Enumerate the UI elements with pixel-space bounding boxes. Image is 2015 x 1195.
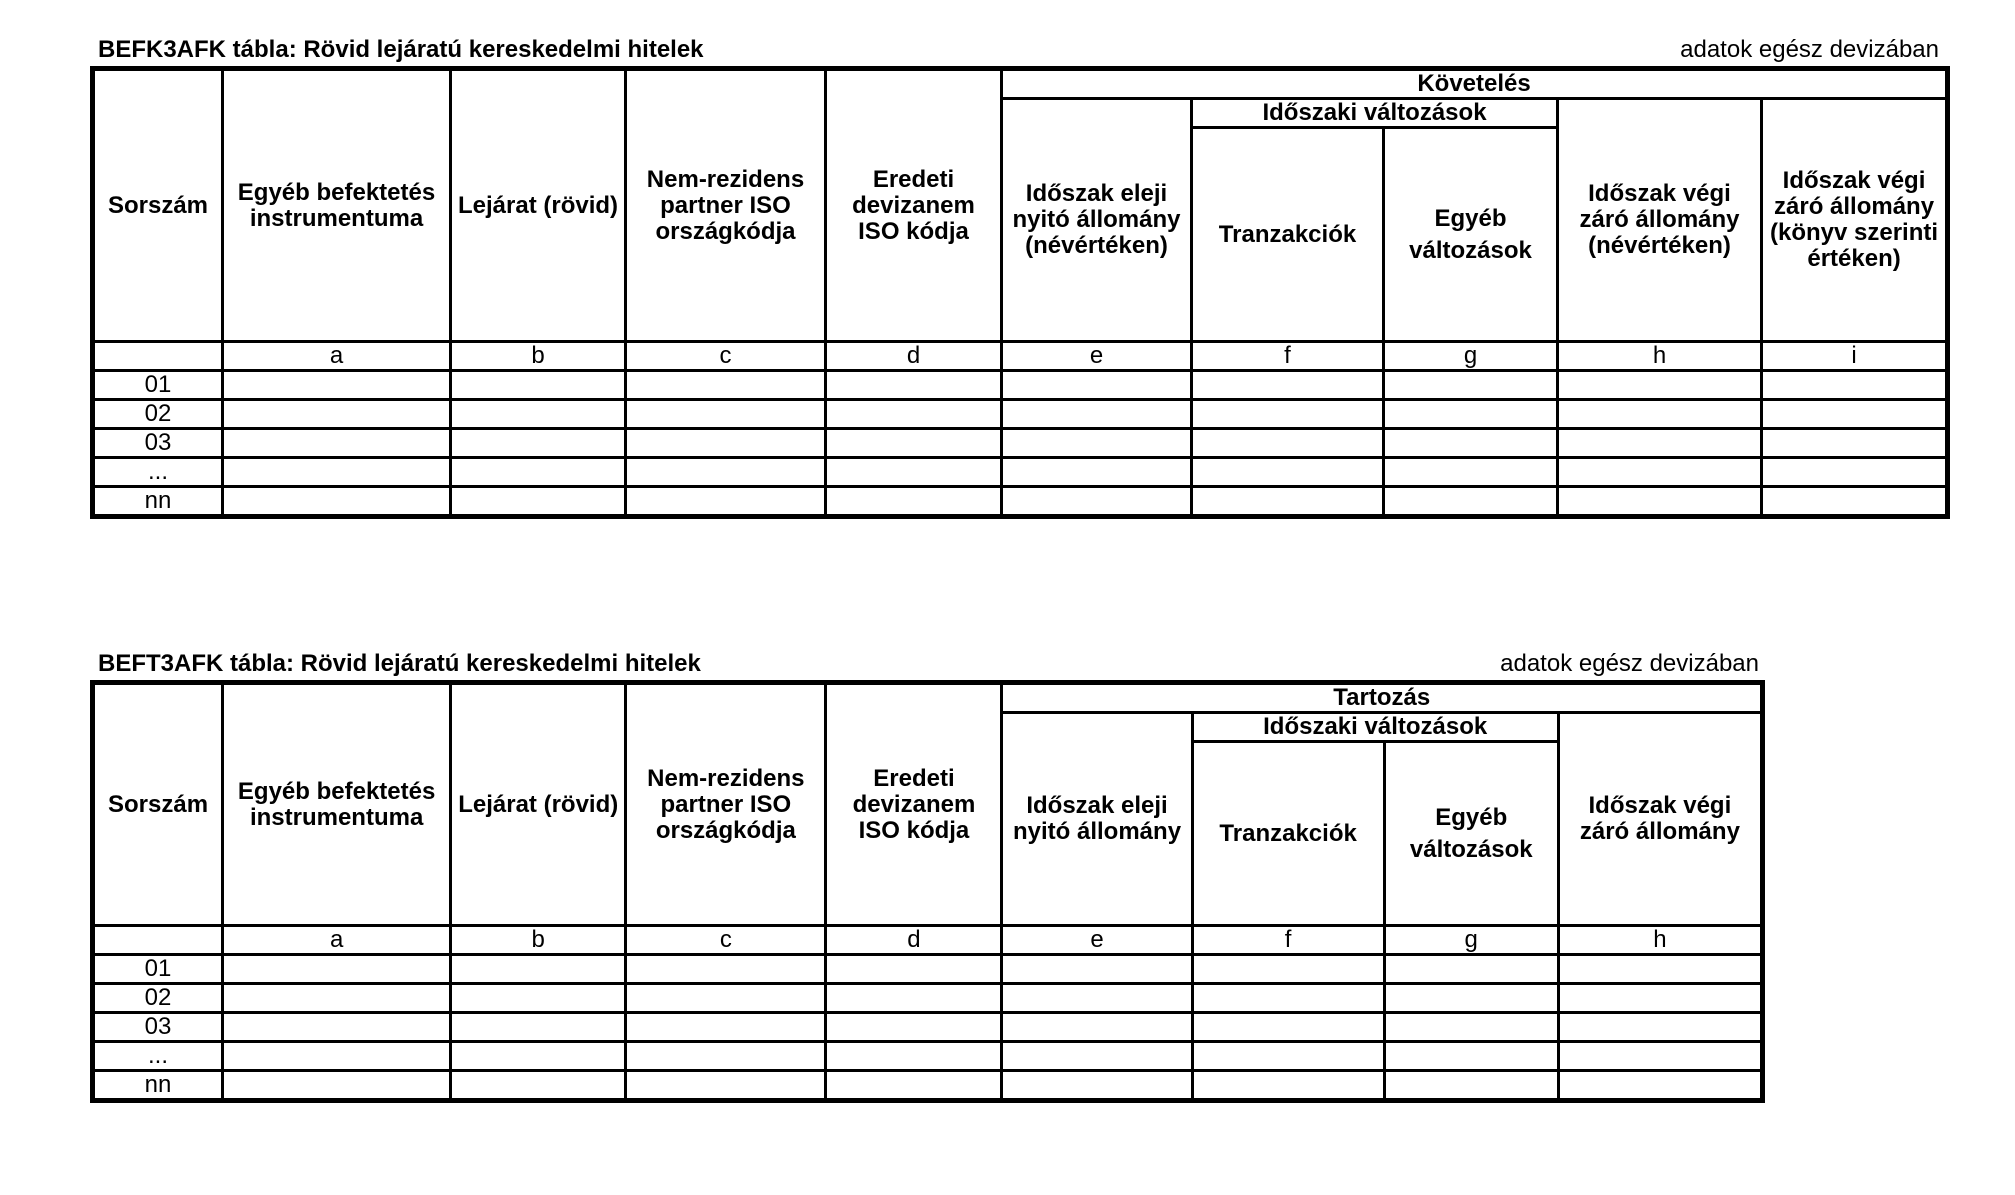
- data-cell[interactable]: [451, 1042, 626, 1071]
- col-header-c: Nem-rezidens partner ISO országkódja: [626, 683, 826, 926]
- befk3afk-table-section: [90, 36, 1945, 519]
- data-cell[interactable]: [826, 400, 1002, 429]
- row-number: ...: [93, 458, 223, 487]
- table-row: [93, 1042, 1763, 1071]
- data-cell[interactable]: [223, 1013, 451, 1042]
- data-cell[interactable]: [1192, 458, 1384, 487]
- data-cell[interactable]: [826, 371, 1002, 400]
- data-cell[interactable]: [1192, 400, 1384, 429]
- col-header-d: Eredeti devizanem ISO kódja: [826, 69, 1002, 342]
- data-cell[interactable]: [1192, 371, 1384, 400]
- col-header-e: Időszak eleji nyitó állomány (névértéken): [1002, 99, 1192, 342]
- data-cell[interactable]: [826, 955, 1002, 984]
- col-header-c: Nem-rezidens partner ISO országkódja: [626, 69, 826, 342]
- letter-cell: h: [1558, 342, 1762, 371]
- data-cell[interactable]: [1558, 1071, 1762, 1101]
- data-cell[interactable]: [626, 1013, 826, 1042]
- col-header-e: Időszak eleji nyitó állomány: [1002, 713, 1192, 926]
- column-letter-row: [93, 342, 1948, 371]
- column-letter-row: [93, 926, 1763, 955]
- data-cell[interactable]: [1384, 1071, 1558, 1101]
- data-cell[interactable]: [451, 429, 626, 458]
- table-row: [93, 458, 1948, 487]
- data-cell[interactable]: [1192, 1071, 1384, 1101]
- data-cell[interactable]: [1558, 458, 1762, 487]
- beft3afk-table: [90, 680, 1765, 1103]
- table-caption: [90, 650, 1765, 680]
- table-row: [93, 400, 1948, 429]
- letter-cell: b: [451, 926, 626, 955]
- table-caption: [90, 36, 1945, 66]
- col-header-sorszam: Sorszám: [93, 683, 223, 926]
- data-cell[interactable]: [626, 1071, 826, 1101]
- data-cell[interactable]: [223, 429, 451, 458]
- data-cell[interactable]: [451, 458, 626, 487]
- data-cell[interactable]: [626, 487, 826, 517]
- data-cell[interactable]: [1192, 487, 1384, 517]
- data-cell[interactable]: [1002, 1071, 1192, 1101]
- letter-cell: g: [1384, 926, 1558, 955]
- data-cell[interactable]: [626, 371, 826, 400]
- letter-cell: c: [626, 342, 826, 371]
- data-cell[interactable]: [1558, 1042, 1762, 1071]
- data-cell[interactable]: [826, 1042, 1002, 1071]
- table-row: [93, 487, 1948, 517]
- subgroup-header-idoszaki-valtozasok: Időszaki változások: [1192, 99, 1558, 128]
- letter-cell: e: [1002, 926, 1192, 955]
- data-cell[interactable]: [1762, 371, 1948, 400]
- data-cell[interactable]: [451, 1071, 626, 1101]
- letter-cell-empty: [93, 342, 223, 371]
- data-cell[interactable]: [826, 458, 1002, 487]
- beft3afk-table-section: [90, 650, 1765, 1103]
- table-row: [93, 429, 1948, 458]
- row-number: 01: [93, 371, 223, 400]
- data-cell[interactable]: [1192, 1042, 1384, 1071]
- row-number: ...: [93, 1042, 223, 1071]
- data-cell[interactable]: [1384, 984, 1558, 1013]
- data-cell[interactable]: [1002, 458, 1192, 487]
- col-header-h: Időszak végi záró állomány (névértéken): [1558, 99, 1762, 342]
- data-cell[interactable]: [1002, 400, 1192, 429]
- data-cell[interactable]: [1762, 487, 1948, 517]
- data-cell[interactable]: [826, 984, 1002, 1013]
- letter-cell: f: [1192, 342, 1384, 371]
- data-cell[interactable]: [1002, 955, 1192, 984]
- data-cell[interactable]: [1192, 984, 1384, 1013]
- row-number: 02: [93, 400, 223, 429]
- data-cell[interactable]: [1558, 400, 1762, 429]
- col-header-f: Tranzakciók: [1192, 128, 1384, 342]
- data-cell[interactable]: [451, 984, 626, 1013]
- data-cell[interactable]: [223, 1071, 451, 1101]
- letter-cell: d: [826, 926, 1002, 955]
- unit-note: adatok egész devizában: [1680, 36, 1939, 63]
- row-number: nn: [93, 1071, 223, 1101]
- data-cell[interactable]: [1002, 429, 1192, 458]
- letter-cell: a: [223, 926, 451, 955]
- data-cell[interactable]: [626, 400, 826, 429]
- data-cell[interactable]: [1558, 429, 1762, 458]
- data-cell[interactable]: [826, 1071, 1002, 1101]
- col-header-sorszam: Sorszám: [93, 69, 223, 342]
- col-header-b: Lejárat (rövid): [451, 69, 626, 342]
- data-cell[interactable]: [1384, 371, 1558, 400]
- table-title: BEFK3AFK tábla: Rövid lejáratú kereskedelmi hitelek: [98, 36, 704, 63]
- data-cell[interactable]: [1384, 487, 1558, 517]
- group-header-tartozas: Tartozás: [1002, 683, 1763, 713]
- table-title: BEFT3AFK tábla: Rövid lejáratú kereskedelmi hitelek: [98, 650, 701, 677]
- letter-cell: i: [1762, 342, 1948, 371]
- unit-note: adatok egész devizában: [1500, 650, 1759, 677]
- data-cell[interactable]: [1762, 458, 1948, 487]
- data-cell[interactable]: [1192, 1013, 1384, 1042]
- data-cell[interactable]: [1002, 371, 1192, 400]
- table-row: [93, 984, 1763, 1013]
- col-header-h: Időszak végi záró állomány: [1558, 713, 1762, 926]
- data-cell[interactable]: [1384, 955, 1558, 984]
- col-header-a: Egyéb befektetés instrumentuma: [223, 683, 451, 926]
- data-cell[interactable]: [1558, 955, 1762, 984]
- table-row: [93, 1013, 1763, 1042]
- data-cell[interactable]: [223, 1042, 451, 1071]
- table-row: [93, 371, 1948, 400]
- data-cell[interactable]: [223, 371, 451, 400]
- data-cell[interactable]: [1002, 984, 1192, 1013]
- letter-cell: d: [826, 342, 1002, 371]
- letter-cell: c: [626, 926, 826, 955]
- data-cell[interactable]: [1558, 371, 1762, 400]
- befk3afk-table: [90, 66, 1950, 519]
- row-number: nn: [93, 487, 223, 517]
- table-row: [93, 955, 1763, 984]
- col-header-d: Eredeti devizanem ISO kódja: [826, 683, 1002, 926]
- data-cell[interactable]: [223, 984, 451, 1013]
- data-cell[interactable]: [1384, 400, 1558, 429]
- data-cell[interactable]: [451, 371, 626, 400]
- data-cell[interactable]: [1384, 1013, 1558, 1042]
- data-cell[interactable]: [1558, 984, 1762, 1013]
- data-cell[interactable]: [451, 487, 626, 517]
- data-cell[interactable]: [1558, 1013, 1762, 1042]
- col-header-a: Egyéb befektetés instrumentuma: [223, 69, 451, 342]
- data-cell[interactable]: [451, 955, 626, 984]
- data-cell[interactable]: [626, 955, 826, 984]
- row-number: 02: [93, 984, 223, 1013]
- letter-cell: b: [451, 342, 626, 371]
- data-cell[interactable]: [223, 487, 451, 517]
- col-header-f: Tranzakciók: [1192, 742, 1384, 926]
- data-cell[interactable]: [223, 458, 451, 487]
- col-header-g: Egyéb változások: [1384, 128, 1558, 342]
- data-cell[interactable]: [1384, 429, 1558, 458]
- data-cell[interactable]: [826, 429, 1002, 458]
- letter-cell: h: [1558, 926, 1762, 955]
- data-cell[interactable]: [1002, 1013, 1192, 1042]
- data-cell[interactable]: [1558, 487, 1762, 517]
- data-cell[interactable]: [1192, 429, 1384, 458]
- data-cell[interactable]: [1002, 487, 1192, 517]
- data-cell[interactable]: [626, 429, 826, 458]
- col-header-g: Egyéb változások: [1384, 742, 1558, 926]
- data-cell[interactable]: [1384, 1042, 1558, 1071]
- col-header-b: Lejárat (rövid): [451, 683, 626, 926]
- data-cell[interactable]: [1762, 429, 1948, 458]
- data-cell[interactable]: [1192, 955, 1384, 984]
- data-cell[interactable]: [223, 400, 451, 429]
- letter-cell: a: [223, 342, 451, 371]
- data-cell[interactable]: [451, 1013, 626, 1042]
- data-cell[interactable]: [626, 984, 826, 1013]
- row-number: 03: [93, 429, 223, 458]
- data-cell[interactable]: [626, 458, 826, 487]
- row-number: 01: [93, 955, 223, 984]
- letter-cell: e: [1002, 342, 1192, 371]
- group-header-kovetelés: Követelés: [1002, 69, 1948, 99]
- col-header-i: Időszak végi záró állomány (könyv szerinti értéken): [1762, 99, 1948, 342]
- data-cell[interactable]: [1384, 458, 1558, 487]
- data-cell[interactable]: [626, 1042, 826, 1071]
- letter-cell: f: [1192, 926, 1384, 955]
- data-cell[interactable]: [1002, 1042, 1192, 1071]
- data-cell[interactable]: [223, 955, 451, 984]
- row-number: 03: [93, 1013, 223, 1042]
- letter-cell: g: [1384, 342, 1558, 371]
- data-cell[interactable]: [451, 400, 626, 429]
- data-cell[interactable]: [826, 487, 1002, 517]
- data-cell[interactable]: [1762, 400, 1948, 429]
- table-row: [93, 1071, 1763, 1101]
- letter-cell-empty: [93, 926, 223, 955]
- data-cell[interactable]: [826, 1013, 1002, 1042]
- subgroup-header-idoszaki-valtozasok: Időszaki változások: [1192, 713, 1558, 742]
